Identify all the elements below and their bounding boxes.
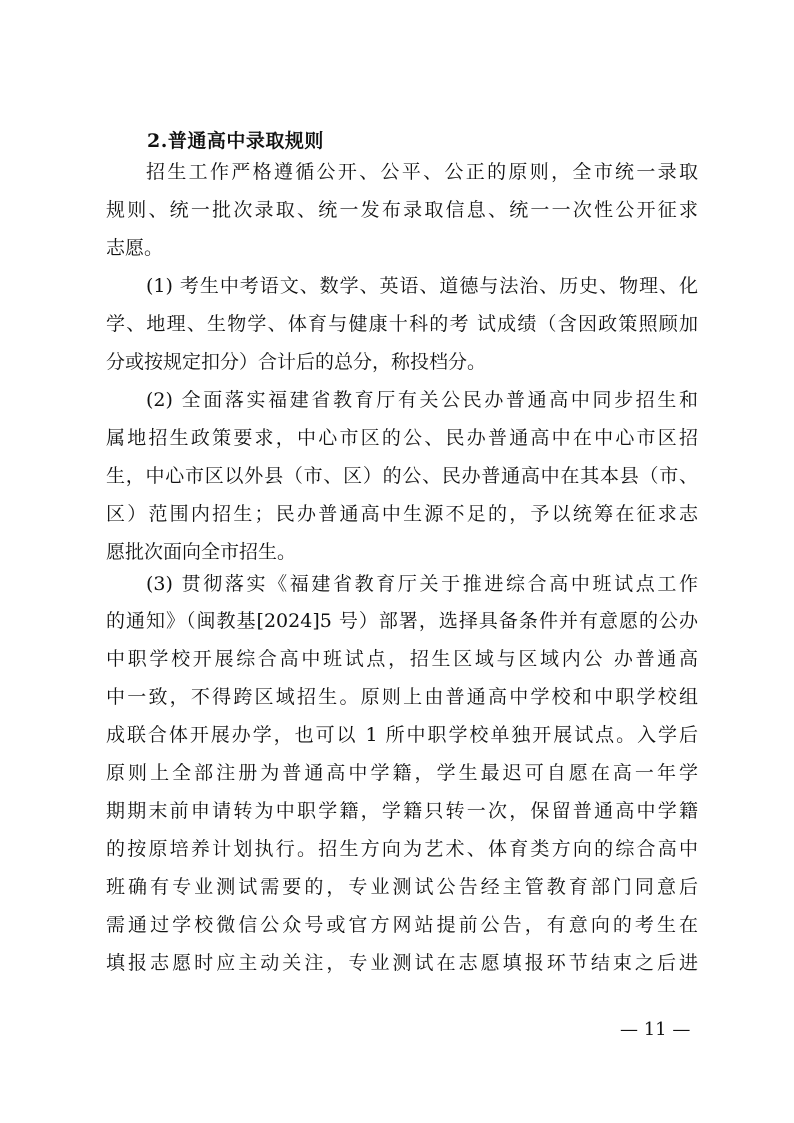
paragraph-line: 分或按规定扣分）合计后的总分，称投档分。 xyxy=(106,351,487,373)
paragraph-line: 班确有专业测试需要的，专业测试公告经主管教育部门同意后 xyxy=(106,876,698,898)
paragraph-line: 学、地理、生物学、体育与健康十科的考 试成绩（含因政策照顾加 xyxy=(106,313,698,335)
paragraph-line: 生，中心市区以外县（市、区）的公、民办普通高中在其本县（市、 xyxy=(106,465,698,487)
paragraph-line: 愿批次面向全市招生。 xyxy=(106,541,297,563)
paragraph-line: 原则上全部注册为普通高中学籍，学生最迟可自愿在高一年学 xyxy=(106,762,698,784)
paragraph-line: 的按原培养计划执行。招生方向为艺术、体育类方向的综合高中 xyxy=(106,838,698,860)
paragraph-line: 招生工作严格遵循公开、公平、公正的原则，全市统一录取 xyxy=(146,161,698,183)
paragraph-line: (1) 考生中考语文、数学、英语、道德与法治、历史、物理、化 xyxy=(146,275,698,297)
paragraph-line: (2) 全面落实福建省教育厅有关公民办普通高中同步招生和 xyxy=(146,389,698,411)
paragraph-line: 需通过学校微信公众号或官方网站提前公告，有意向的考生在 xyxy=(106,914,698,936)
page-number: — 11 — xyxy=(620,1019,691,1040)
paragraph-line: 规则、统一批次录取、统一发布录取信息、统一一次性公开征求 xyxy=(106,199,698,221)
paragraph-line: 区）范围内招生；民办普通高中生源不足的，予以统筹在征求志 xyxy=(106,503,698,525)
paragraph-line: 中一致，不得跨区域招生。原则上由普通高中学校和中职学校组 xyxy=(106,686,698,708)
paragraph-line: 成联合体开展办学，也可以 1 所中职学校单独开展试点。入学后 xyxy=(106,724,698,746)
paragraph-line: 志愿。 xyxy=(106,237,164,259)
paragraph-line: 的通知》（闽教基[2024]5 号）部署，选择具备条件并有意愿的公办 xyxy=(106,610,698,632)
section-heading: 2.普通高中录取规则 xyxy=(147,130,324,152)
paragraph-line: 中职学校开展综合高中班试点，招生区域与区域内公 办普通高 xyxy=(106,648,698,670)
paragraph-line: 期期末前申请转为中职学籍，学籍只转一次，保留普通高中学籍 xyxy=(106,800,698,822)
paragraph-line: 属地招生政策要求，中心市区的公、民办普通高中在中心市区招 xyxy=(106,427,698,449)
paragraph-line: (3) 贯彻落实《福建省教育厅关于推进综合高中班试点工作 xyxy=(146,573,698,595)
paragraph-line: 填报志愿时应主动关注，专业测试在志愿填报环节结束之后进 xyxy=(106,952,698,974)
